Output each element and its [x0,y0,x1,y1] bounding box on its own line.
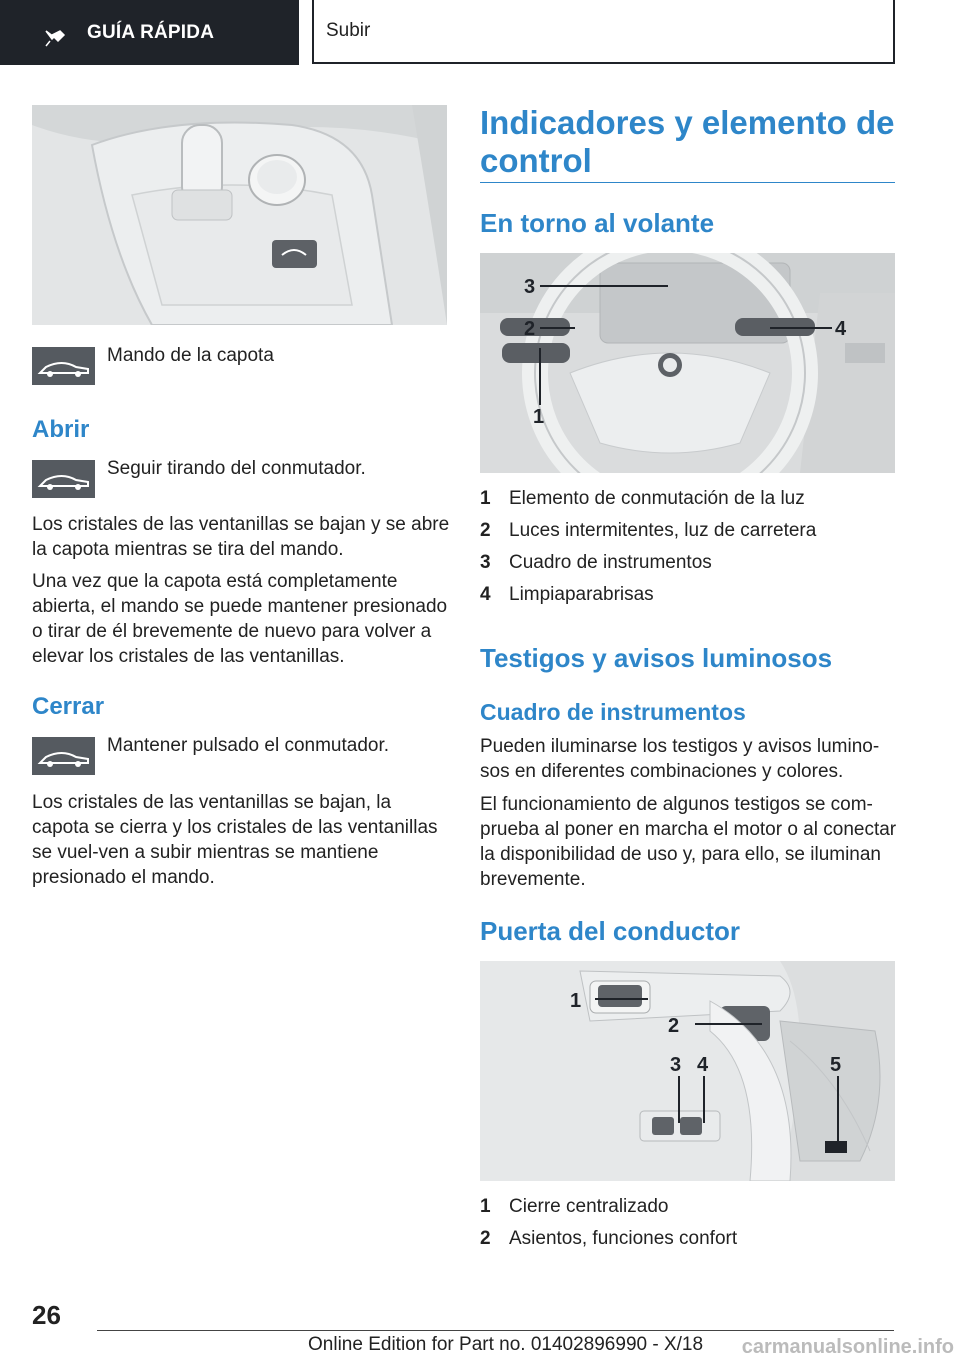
door-callout-5: 5 [830,1054,842,1076]
abrir-paragraph-1: Los cristales de las ventanillas se bajan y se abre la capota mientras se tira del mando. [32,514,450,560]
cerrar-paragraph-1: Los cristales de las ventanillas se bajan, la capota se cierra y los cristales de las ventanillas se vuel-ven a subir mientras se mantiene presionado el mando. [32,792,438,888]
volante-callout-3: 3 [524,276,536,298]
volante-callout-2: 2 [524,318,536,340]
convertible-icon [32,460,95,498]
steering-wheel-photo [480,253,895,473]
subheading-cuadro: Cuadro de instrumentos [480,699,746,725]
footer-rule [97,1330,894,1331]
door-callout-3: 3 [670,1054,682,1076]
section-title: Subir [312,0,895,64]
tab-label: GUÍA RÁPIDA [87,21,215,43]
abrir-caption: Seguir tirando del conmutador. [107,458,366,479]
door-callout-2: 2 [668,1015,680,1037]
volante-callout-4: 4 [835,318,847,340]
driver-door-photo [480,961,895,1181]
door-callout-1: 1 [570,990,582,1012]
footer-edition[interactable]: Online Edition for Part no. 01402896990 - X/18 [308,1334,704,1355]
testigos-paragraph-2: El funcionamiento de algunos testigos se com-prueba al poner en marcha el motor o al conectar la disponibilidad de uso y, para ello, se iluminan brevemente. [480,794,897,890]
volante-callout-1: 1 [533,406,545,428]
testigos-paragraph-1: Pueden iluminarse los testigos y avisos lumino-sos en diferentes combinaciones y colores. [480,736,880,782]
title-rule [480,182,895,183]
pin-icon [44,29,66,47]
page-number: 26 [32,1300,61,1330]
quick-guide-tab[interactable] [0,0,299,65]
door-callout-4: 4 [697,1054,709,1076]
roof-switch-photo [32,105,447,325]
heading-cerrar: Cerrar [32,693,105,720]
cerrar-caption: Mantener pulsado el conmutador. [107,735,390,756]
page-title: Indicadores y elemento de control [480,104,895,179]
watermark: carmanualsonline.info [741,1336,954,1358]
convertible-icon [32,737,95,775]
heading-puerta: Puerta del conductor [480,916,741,946]
convertible-icon [32,347,95,385]
heading-abrir: Abrir [32,416,90,443]
icon-caption: Mando de la capota [107,345,274,366]
heading-testigos: Testigos y avisos luminosos [480,643,833,673]
heading-volante: En torno al volante [480,208,715,238]
abrir-paragraph-2: Una vez que la capota está completamente abierta, el mando se puede mantener presionado o tirar de él brevemente de nuevo para volver a elevar los cristales de las ventanillas. [32,571,448,667]
